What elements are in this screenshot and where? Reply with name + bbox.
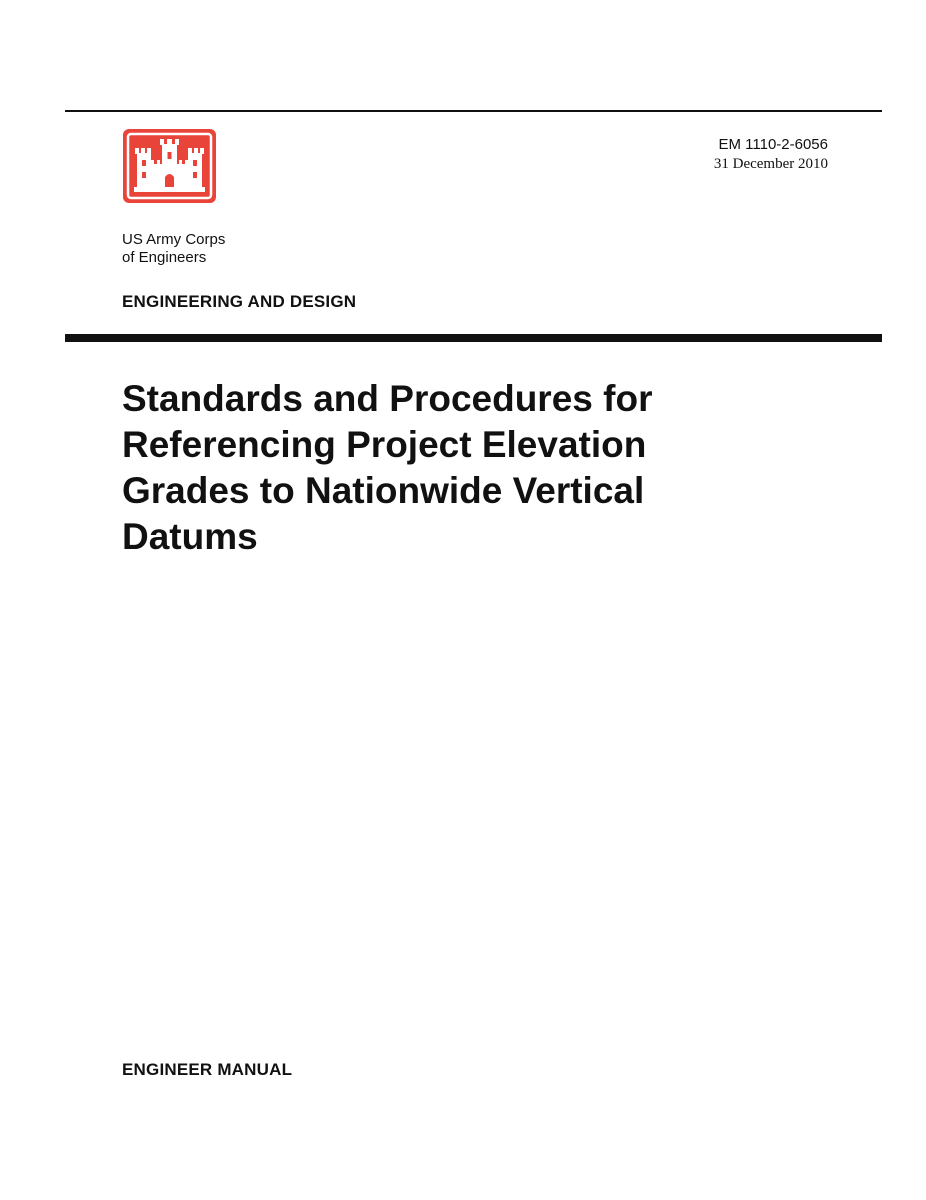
top-rule [65, 110, 882, 112]
document-date: 31 December 2010 [713, 156, 828, 172]
document-number: EM 1110-2-6056 [718, 136, 828, 153]
title-line: Grades to Nationwide Vertical [122, 470, 645, 511]
organization-name [122, 231, 225, 267]
title-line: Standards and Procedures for [122, 378, 653, 419]
title-line: Datums [122, 516, 258, 557]
castle-icon [122, 128, 217, 204]
document-title [122, 376, 842, 560]
organization-line-1: US Army Corps [122, 231, 226, 248]
thick-rule [65, 334, 882, 342]
manual-type-label: ENGINEER MANUAL [122, 1060, 293, 1079]
document-category: ENGINEERING AND DESIGN [122, 292, 357, 311]
title-line: Referencing Project Elevation [122, 424, 647, 465]
organization-line-2: of Engineers [122, 249, 207, 266]
